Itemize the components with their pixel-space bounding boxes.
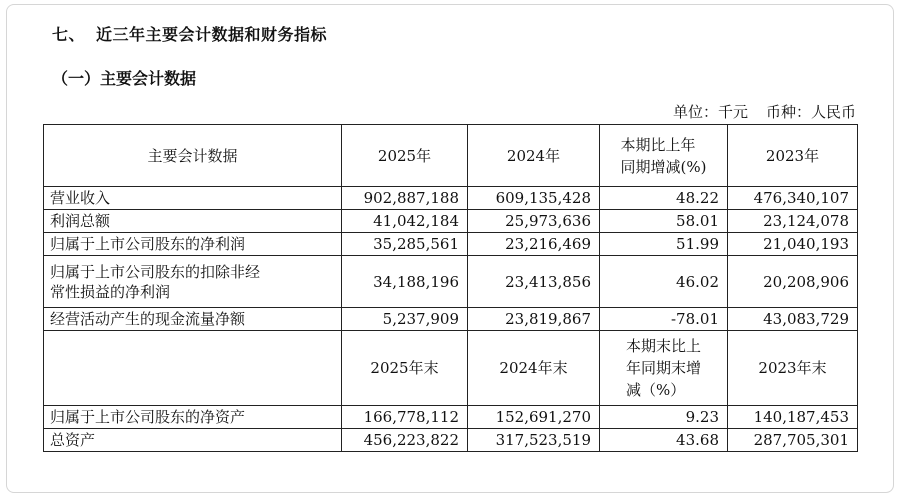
table-row xyxy=(44,187,858,210)
row-label xyxy=(44,256,342,308)
unit-note xyxy=(673,101,856,122)
table-header-row xyxy=(44,125,858,187)
header-cell: 2024年末 xyxy=(468,331,600,406)
header-line: 本期比上年 xyxy=(620,135,696,154)
header-line: 本期末比上 xyxy=(625,337,701,355)
header-cell xyxy=(600,331,728,406)
value-2024: 23,413,856 xyxy=(468,256,600,308)
header-line: 同期增减(%) xyxy=(620,157,707,176)
row-label-line: 归属于上市公司股东的扣除非经 xyxy=(50,262,261,281)
header-cell: 2025年 xyxy=(342,125,468,187)
header-cell xyxy=(44,331,342,406)
value-2025: 34,188,196 xyxy=(342,256,468,308)
header-cell: 2023年 xyxy=(728,125,858,187)
value-change: -78.01 xyxy=(600,308,728,331)
value-change: 51.99 xyxy=(600,233,728,256)
section-number: 七、 xyxy=(52,25,86,44)
value-change: 48.22 xyxy=(600,187,728,210)
row-label: 利润总额 xyxy=(44,210,342,233)
currency-label: 币种：人民币 xyxy=(765,103,856,121)
row-label-line: 常性损益的净利润 xyxy=(50,282,171,301)
value-change: 9.23 xyxy=(600,406,728,429)
header-cell: 2023年末 xyxy=(728,331,858,406)
value-2023: 140,187,453 xyxy=(728,406,858,429)
value-2023: 21,040,193 xyxy=(728,233,858,256)
value-2024: 23,216,469 xyxy=(468,233,600,256)
row-label: 总资产 xyxy=(44,429,342,452)
value-2023: 20,208,906 xyxy=(728,256,858,308)
unit-label: 单位：千元 xyxy=(672,103,748,121)
value-change: 58.01 xyxy=(600,210,728,233)
value-change: 43.68 xyxy=(600,429,728,452)
row-label: 归属于上市公司股东的净利润 xyxy=(44,233,342,256)
value-2025: 456,223,822 xyxy=(342,429,468,452)
table-row xyxy=(44,233,858,256)
value-2024: 152,691,270 xyxy=(468,406,600,429)
header-cell: 2024年 xyxy=(468,125,600,187)
header-line: 减（%） xyxy=(625,381,686,399)
value-2025: 41,042,184 xyxy=(342,210,468,233)
value-2024: 317,523,519 xyxy=(468,429,600,452)
value-2024: 23,819,867 xyxy=(468,308,600,331)
subsection-heading: （一）主要会计数据 xyxy=(52,69,197,88)
table-row xyxy=(44,256,858,308)
table-row xyxy=(44,406,858,429)
table-row xyxy=(44,429,858,452)
value-2024: 609,135,428 xyxy=(468,187,600,210)
value-2023: 287,705,301 xyxy=(728,429,858,452)
row-label: 经营活动产生的现金流量净额 xyxy=(44,308,342,331)
value-2025: 5,237,909 xyxy=(342,308,468,331)
row-label: 营业收入 xyxy=(44,187,342,210)
table-row xyxy=(44,210,858,233)
header-line: 年同期末增 xyxy=(625,359,701,377)
accounting-data-table xyxy=(43,124,858,452)
table-subheader-row xyxy=(44,331,858,406)
value-2023: 43,083,729 xyxy=(728,308,858,331)
value-2024: 25,973,636 xyxy=(468,210,600,233)
header-cell: 2025年末 xyxy=(342,331,468,406)
section-heading xyxy=(52,22,327,45)
value-change: 46.02 xyxy=(600,256,728,308)
table-row xyxy=(44,308,858,331)
value-2025: 35,285,561 xyxy=(342,233,468,256)
row-label: 归属于上市公司股东的净资产 xyxy=(44,406,342,429)
header-cell xyxy=(600,125,728,187)
value-2025: 902,887,188 xyxy=(342,187,468,210)
header-cell: 主要会计数据 xyxy=(44,125,342,187)
section-title: 近三年主要会计数据和财务指标 xyxy=(96,25,328,44)
value-2025: 166,778,112 xyxy=(342,406,468,429)
value-2023: 476,340,107 xyxy=(728,187,858,210)
value-2023: 23,124,078 xyxy=(728,210,858,233)
